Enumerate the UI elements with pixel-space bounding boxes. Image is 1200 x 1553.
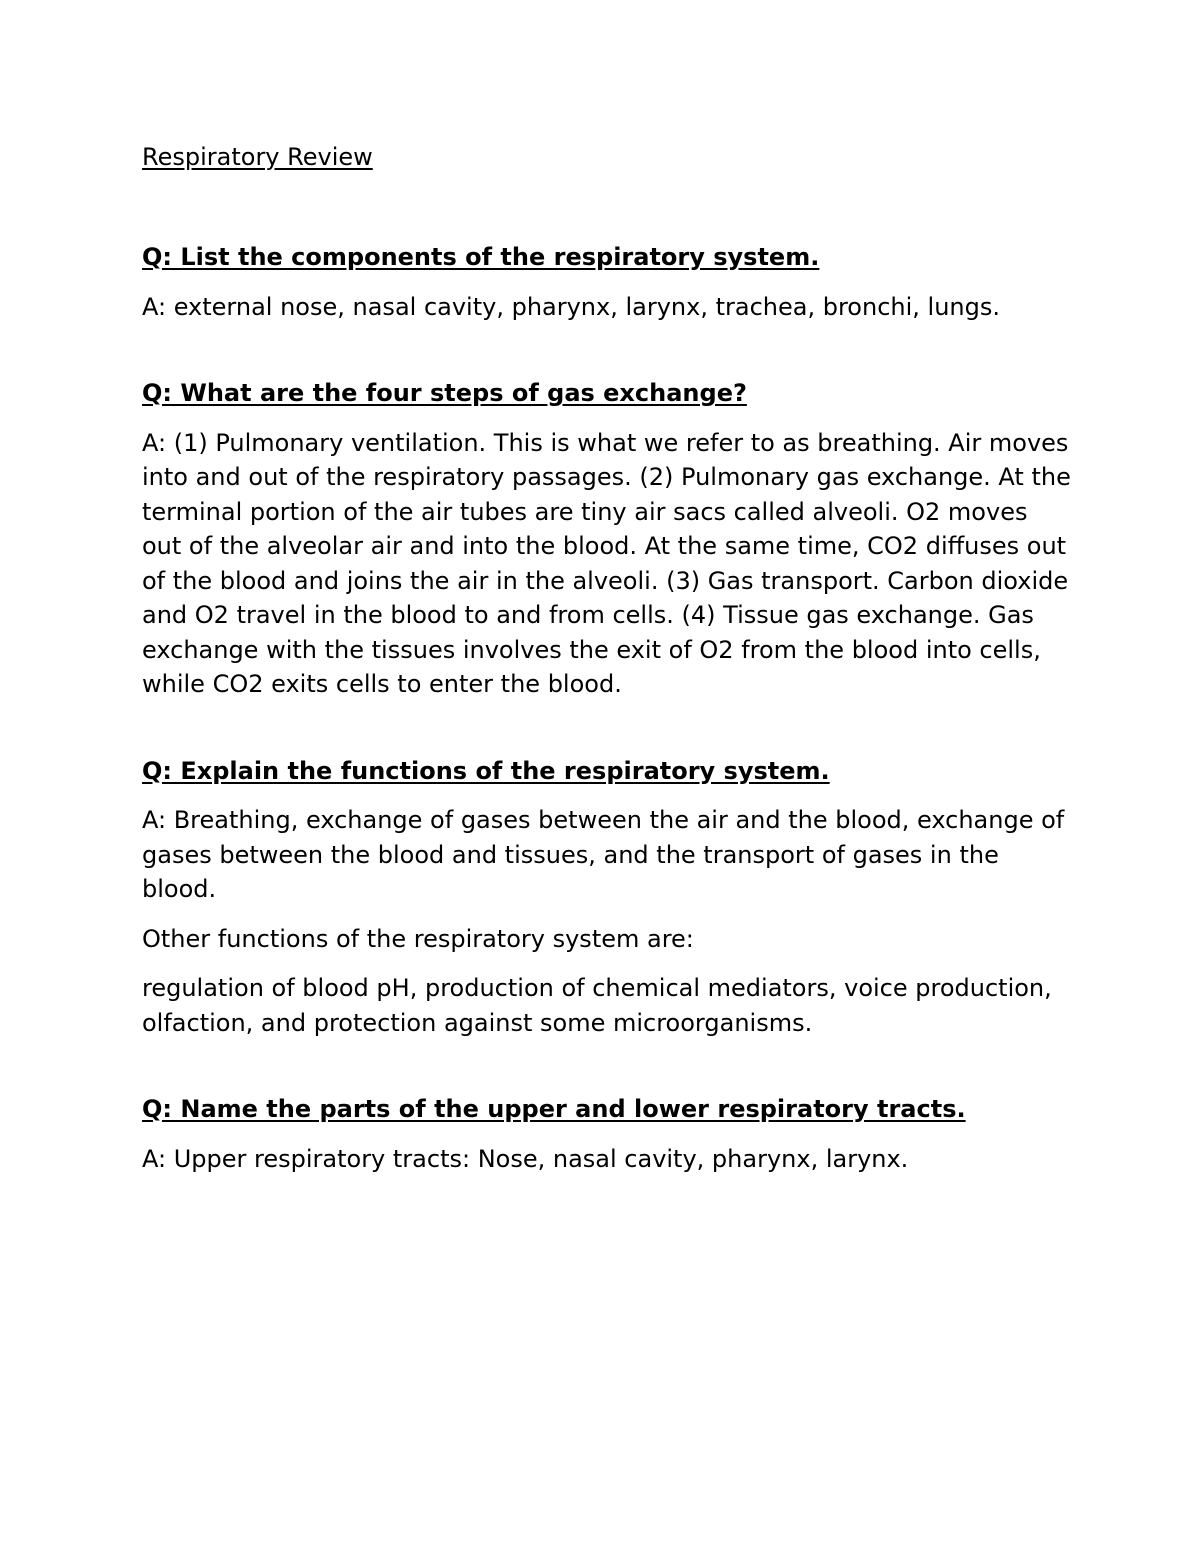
question-heading: Q: List the components of the respiratory system. [142, 243, 820, 271]
question-heading: Q: Name the parts of the upper and lower respiratory tracts. [142, 1095, 966, 1123]
question-heading: Q: What are the four steps of gas exchange? [142, 379, 747, 407]
answer-paragraph: A: external nose, nasal cavity, pharynx, larynx, trachea, bronchi, lungs. [142, 292, 1000, 321]
answer-paragraph: Other functions of the respiratory system are: [142, 924, 694, 953]
qa-section-components [142, 240, 1072, 324]
answer-paragraph: A: Upper respiratory tracts: Nose, nasal cavity, pharynx, larynx. [142, 1144, 909, 1173]
answer-paragraph: regulation of blood pH, production of chemical mediators, voice production, olfaction, and protection against some microorganisms. [142, 974, 1052, 1037]
qa-section-gas-exchange [142, 376, 1072, 702]
question-heading: Q: Explain the functions of the respiratory system. [142, 756, 830, 785]
answer-paragraph: A: Breathing, exchange of gases between the air and the blood, exchange of gases between the blood and tissues, and the transport of gases in the blood. [142, 806, 1065, 903]
qa-section-tracts [142, 1092, 1072, 1176]
document-title: Respiratory Review [142, 143, 373, 171]
qa-section-functions [142, 754, 1072, 1041]
document-page [142, 141, 1072, 1228]
answer-paragraph: A: (1) Pulmonary ventilation. This is what we refer to as breathing. Air moves into and out of the respiratory passages. (2) Pulmonary gas exchange. At the terminal portion of the air tubes are tiny air sacs called alveoli. O2 moves out of the alveolar air and into the blood. At the same time, CO2 diffuses out of the blood and joins the air in the alveoli. (3) Gas transport. Carbon dioxide and O2 travel in the blood to and from cells. (4) Tissue gas exchange. Gas exchange with the tissues involves the exit of O2 from the blood into cells, while CO2 exits cells to enter the blood. [142, 428, 1071, 698]
